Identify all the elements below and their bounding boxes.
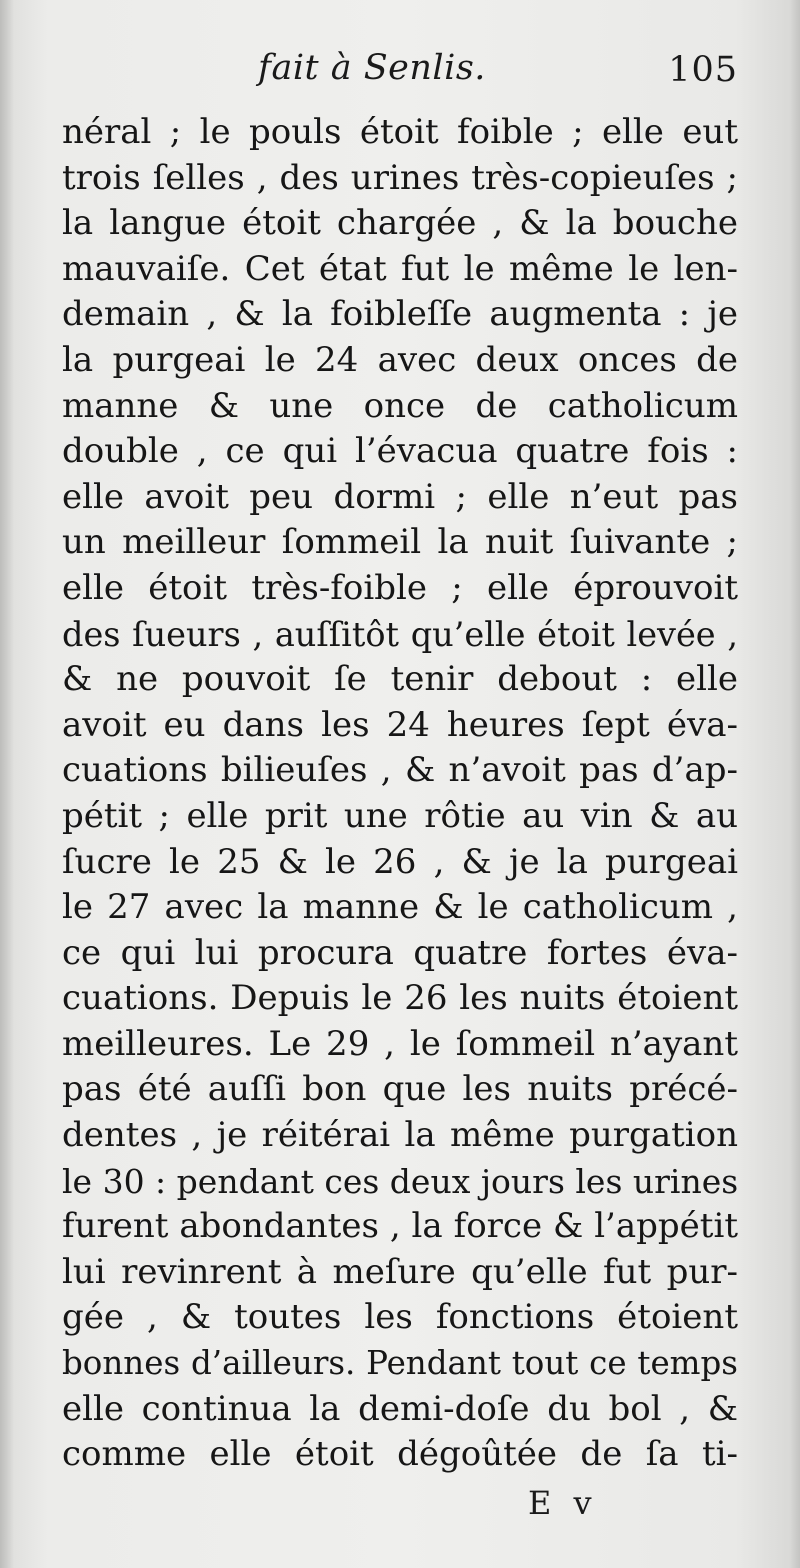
text-line: cuations bilieuſes , & n’avoit pas d’ap- xyxy=(62,750,738,791)
text-line: le 30 : pendant ces deux jours les urines xyxy=(62,1161,738,1201)
body-text xyxy=(62,110,738,1478)
text-line: dentes , je réitérai la même purgation xyxy=(62,1115,738,1156)
text-line: la purgeai le 24 avec deux onces de xyxy=(62,339,738,380)
text-line: ce qui lui procura quatre fortes éva- xyxy=(62,932,738,973)
text-line: elle avoit peu dormi ; elle n’eut pas xyxy=(62,476,738,517)
text-line: & ne pouvoit ſe tenir debout : elle xyxy=(62,659,738,700)
text-line: des ſueurs , auſſitôt qu’elle étoit levée , xyxy=(62,614,738,654)
text-line: bonnes d’ailleurs. Pendant tout ce temps xyxy=(62,1344,738,1383)
text-line: mauvaiſe. Cet état fut le même le len- xyxy=(62,248,738,289)
text-line: trois ſelles , des urines très-copieuſes ; xyxy=(62,157,738,198)
text-line: néral ; le pouls étoit foible ; elle eut xyxy=(62,112,738,152)
text-line: pas été auſſi bon que les nuits précé- xyxy=(62,1069,738,1110)
text-line: demain , & la foibleſſe augmenta : je xyxy=(62,294,738,335)
text-line: elle étoit très-foible ; elle éprouvoit xyxy=(62,567,738,608)
text-line: meilleures. Le 29 , le ſommeil n’ayant xyxy=(62,1023,738,1064)
text-line: le 27 avec la manne & le catholicum , xyxy=(62,887,738,928)
page-number: 105 xyxy=(668,50,738,90)
text-line: un meilleur ſommeil la nuit ſuivante ; xyxy=(62,522,738,563)
text-line: furent abondantes , la force & l’appétit xyxy=(62,1206,738,1247)
text-line: la langue étoit chargée , & la bouche xyxy=(62,203,738,244)
text-line: manne & une once de catholicum xyxy=(62,385,738,426)
text-line: gée , & toutes les fonctions étoient xyxy=(62,1297,738,1338)
text-line: cuations. Depuis le 26 les nuits étoient xyxy=(62,978,738,1019)
text-line: lui revinrent à meſure qu’elle fut pur- xyxy=(62,1251,738,1292)
text-line: ſucre le 25 & le 26 , & je la purgeai xyxy=(62,841,738,882)
running-head xyxy=(62,48,740,104)
signature-mark: E v xyxy=(528,1484,598,1522)
text-line: pétit ; elle prit une rôtie au vin & au xyxy=(62,795,738,836)
text-line: comme elle étoit dégoûtée de ſa ti- xyxy=(62,1434,738,1475)
text-line: double , ce qui l’évacua quatre fois : xyxy=(62,431,738,472)
text-line: avoit eu dans les 24 heures ſept éva- xyxy=(62,704,738,745)
text-line: elle continua la demi-doſe du bol , & xyxy=(62,1388,738,1429)
running-title: fait à Senlis. xyxy=(258,48,486,88)
